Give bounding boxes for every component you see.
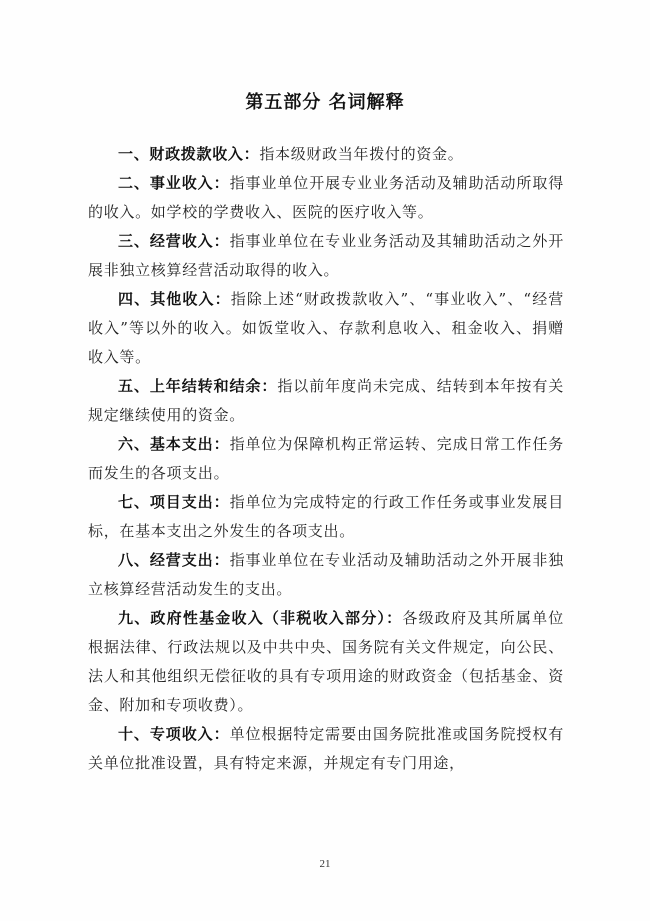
term-name: 十、专项收入： xyxy=(118,725,230,743)
page-number: 21 xyxy=(319,858,331,870)
term-name: 五、上年结转和结余： xyxy=(118,377,278,395)
term-definition: 指事业单位在专业业务活动及其辅助活动之外开展非独立核算经营活动取得的收入。 xyxy=(88,232,564,279)
term-paragraph xyxy=(88,720,564,778)
term-name: 一、财政拨款收入： xyxy=(118,145,260,163)
term-definition: 指单位为保障机构正常运转、完成日常工作任务而发生的各项支出。 xyxy=(88,435,564,482)
term-definition: 指本级财政当年拨付的资金。 xyxy=(259,145,464,163)
terms-list xyxy=(88,140,564,778)
term-definition: 指单位为完成特定的行政工作任务或事业发展目标，在基本支出之外发生的各项支出。 xyxy=(88,493,564,540)
term-name: 三、经营收入： xyxy=(118,232,230,250)
term-paragraph xyxy=(88,488,564,546)
term-paragraph xyxy=(88,372,564,430)
term-paragraph xyxy=(88,227,564,285)
term-name: 八、经营支出： xyxy=(118,551,230,569)
term-name: 六、基本支出： xyxy=(118,435,230,453)
term-paragraph xyxy=(88,546,564,604)
term-name: 九、政府性基金收入（非税收入部分）： xyxy=(118,609,403,627)
term-definition: 指除上述“财政拨款收入”、“事业收入”、“经营收入”等以外的收入。如饭堂收入、存款利息收入、租金收入、捐赠收入等。 xyxy=(88,290,564,366)
page-title: 第五部分 名词解释 xyxy=(245,92,405,113)
term-definition: 各级政府及其所属单位根据法律、行政法规以及中共中央、国务院有关文件规定，向公民、法人和其他组织无偿征收的具有专项用途的财政资金（包括基金、资金、附加和专项收费）。 xyxy=(88,609,564,714)
term-paragraph xyxy=(88,140,564,169)
term-paragraph xyxy=(88,285,564,372)
term-definition: 指事业单位开展专业业务活动及辅助活动所取得的收入。如学校的学费收入、医院的医疗收入等。 xyxy=(88,174,564,221)
term-definition: 指以前年度尚未完成、结转到本年按有关规定继续使用的资金。 xyxy=(88,377,564,424)
term-definition: 指事业单位在专业活动及辅助活动之外开展非独立核算经营活动发生的支出。 xyxy=(88,551,564,598)
term-paragraph xyxy=(88,604,564,720)
term-name: 四、其他收入： xyxy=(118,290,231,308)
term-paragraph xyxy=(88,169,564,227)
term-definition: 单位根据特定需要由国务院批准或国务院授权有关单位批准设置，具有特定来源，并规定有专门用途， xyxy=(88,725,564,772)
term-name: 二、事业收入： xyxy=(118,174,230,192)
term-paragraph xyxy=(88,430,564,488)
term-name: 七、项目支出： xyxy=(118,493,230,511)
